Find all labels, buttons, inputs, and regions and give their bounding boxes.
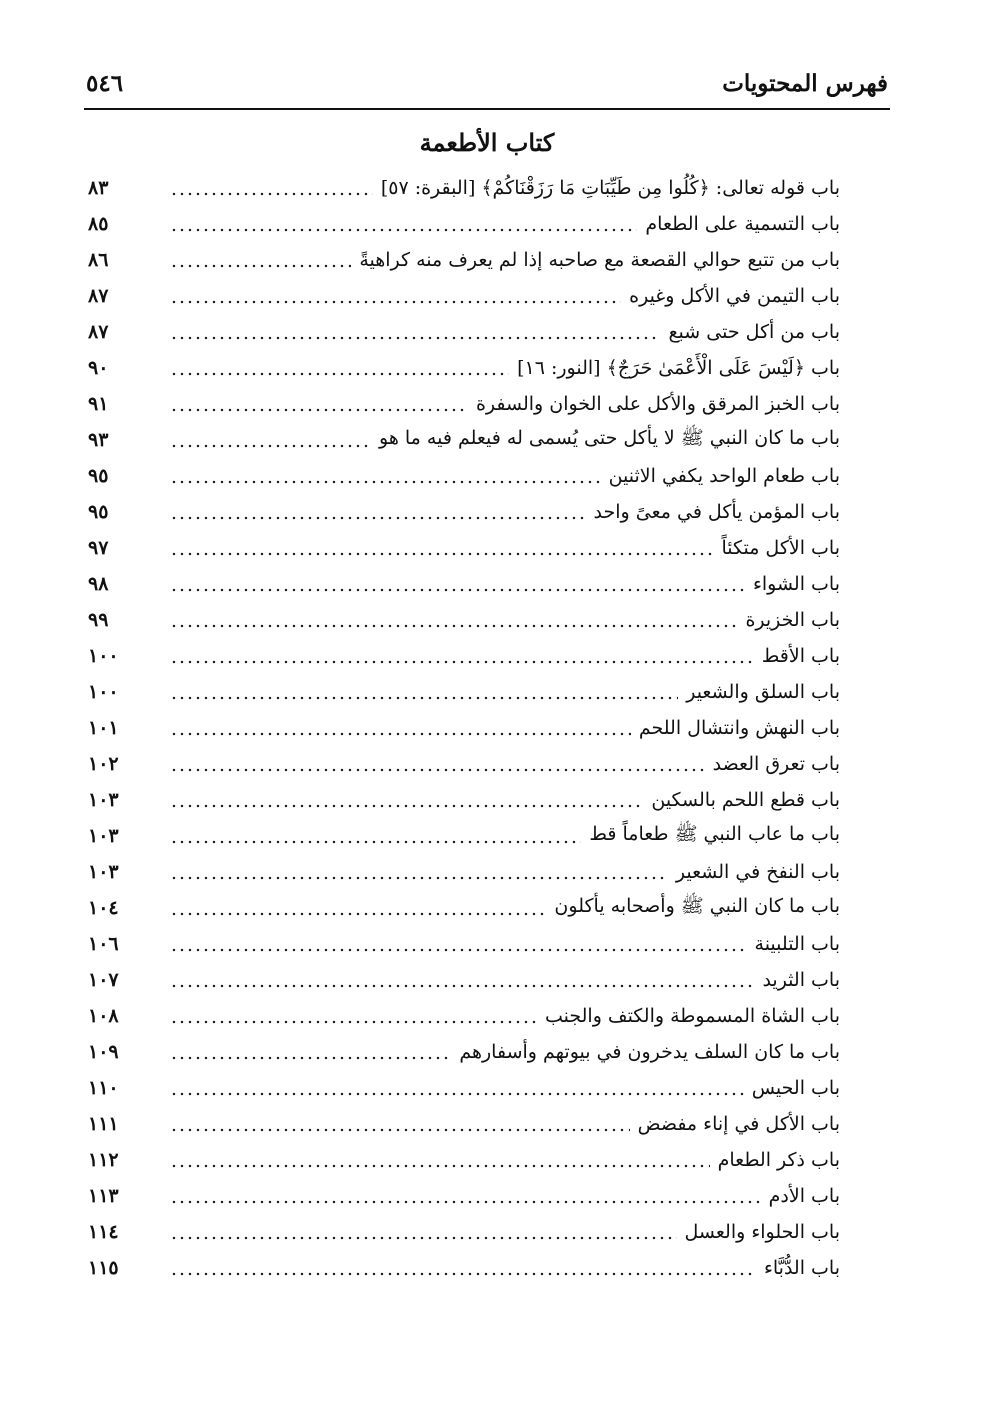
toc-entry: [88, 242, 840, 278]
dot-leader: [170, 1127, 630, 1133]
toc-entry-title: باب الحيس: [751, 1077, 840, 1099]
toc-entry: [88, 170, 840, 206]
toc-entry-title: باب السلق والشعير: [686, 681, 840, 703]
running-title: فهرس المحتويات: [722, 69, 888, 97]
toc-entry-page: ١٠٣: [88, 825, 119, 847]
toc-entry-title: باب الأقط: [761, 645, 840, 667]
toc-entry-page: ٩٥: [88, 501, 109, 523]
toc-entry-title: باب الخبز المرقق والأكل على الخوان والسفرة: [475, 393, 840, 415]
toc-entry: [88, 998, 840, 1034]
toc-entry: [88, 602, 840, 638]
dot-leader: [170, 407, 468, 413]
toc-entry-title: باب ما عاب النبي ﷺ طعاماً قط: [589, 823, 840, 845]
toc-entry-title: باب الأكل متكئاً: [721, 537, 840, 559]
toc-entry-title: باب ﴿لَيْسَ عَلَى الْأَعْمَىٰ حَرَجٌ﴾ [النور: ١٦]: [517, 357, 840, 379]
toc-entry-title: باب من تتبع حوالي القصعة مع صاحبه إذا لم يعرف منه كراهيةً: [359, 249, 840, 271]
toc-entry-title: باب الخزيرة: [745, 609, 840, 631]
toc-entry-page: ٨٦: [88, 249, 109, 271]
toc-entry-page: ٨٣: [88, 177, 109, 199]
toc-entry-title: باب قوله تعالى: ﴿كُلُوا مِن طَيِّبَاتِ مَا رَزَقْنَاكُمْ﴾ [البقرة: ٥٧]: [380, 177, 840, 199]
dot-leader: [170, 227, 637, 233]
toc-entry: [88, 530, 840, 566]
toc-entry-page: ١٠٩: [88, 1041, 119, 1063]
dot-leader: [170, 587, 745, 593]
dot-leader: [170, 1235, 677, 1241]
dot-leader: [170, 875, 668, 881]
toc-entry-page: ١٠٠: [88, 681, 119, 703]
toc-entry: [88, 782, 840, 818]
toc-entry-page: ١٠٦: [88, 933, 119, 955]
toc-entry-title: باب طعام الواحد يكفي الاثنين: [608, 465, 840, 487]
dot-leader: [170, 659, 754, 665]
dot-leader: [170, 623, 737, 629]
toc-entry: [88, 1142, 840, 1178]
toc-entry: [88, 962, 840, 998]
toc-entry: [88, 314, 840, 350]
dot-leader: [170, 1055, 451, 1061]
toc-entry: [88, 926, 840, 962]
toc-entry-title: باب الشاة المسموطة والكتف والجنب: [544, 1005, 840, 1027]
toc-entry: [88, 206, 840, 242]
toc-entry: [88, 1070, 840, 1106]
toc-entry-title: باب المؤمن يأكل في معىً واحد: [593, 501, 840, 523]
toc-entry-page: ٩٩: [88, 609, 109, 631]
toc-entry-page: ١٠٨: [88, 1005, 119, 1027]
header-divider: [84, 108, 890, 110]
toc-entry-page: ٨٧: [88, 285, 109, 307]
toc-entry: [88, 1178, 840, 1214]
toc-entry-page: ١٠٣: [88, 861, 119, 883]
toc-entry: [88, 1034, 840, 1070]
dot-leader: [170, 803, 643, 809]
toc-entry: [88, 818, 840, 854]
toc-entry-page: ٩١: [88, 393, 109, 415]
toc-entry-page: ١٠٣: [88, 789, 119, 811]
toc-entry-page: ٩٨: [88, 573, 109, 595]
toc-entry-page: ١٠٠: [88, 645, 119, 667]
toc-entry-title: باب الحلواء والعسل: [684, 1221, 840, 1243]
toc-entry-page: ٩٠: [88, 357, 109, 379]
dot-leader: [170, 263, 351, 269]
dot-leader: [170, 479, 601, 485]
toc-entry-title: باب ما كان النبي ﷺ لا يأكل حتى يُسمى له فيعلم فيه ما هو: [379, 427, 840, 449]
toc-entry-page: ١١٠: [88, 1077, 119, 1099]
dot-leader: [170, 515, 586, 521]
toc-entry: [88, 746, 840, 782]
dot-leader: [170, 731, 631, 737]
toc-entry-page: ٨٧: [88, 321, 109, 343]
toc-entry-title: باب ما كان النبي ﷺ وأصحابه يأكلون: [554, 895, 840, 917]
page-header: [86, 62, 888, 104]
toc-entry-page: ٩٥: [88, 465, 109, 487]
dot-leader: [170, 1019, 537, 1025]
dot-leader: [170, 335, 660, 341]
toc-entry: [88, 1214, 840, 1250]
toc-entry-page: ١١٥: [88, 1257, 119, 1279]
toc-entry: [88, 890, 840, 926]
dot-leader: [170, 695, 678, 701]
toc-entry: [88, 1106, 840, 1142]
toc-entry-page: ١١٢: [88, 1149, 119, 1171]
dot-leader: [170, 839, 581, 845]
toc-entry: [88, 1250, 840, 1286]
toc-entry: [88, 278, 840, 314]
toc-entry-title: باب ذكر الطعام: [717, 1149, 840, 1171]
toc-entry-page: ١٠٤: [88, 897, 119, 919]
toc-entry-title: باب الثريد: [762, 969, 840, 991]
toc-entry: [88, 566, 840, 602]
toc-entry: [88, 710, 840, 746]
toc-entry-page: ١١٣: [88, 1185, 119, 1207]
toc-entry-title: باب الشواء: [752, 573, 840, 595]
toc-entry-title: باب من أكل حتى شبع: [668, 321, 840, 343]
toc-entry-title: باب ما كان السلف يدخرون في بيوتهم وأسفارهم: [459, 1041, 840, 1063]
toc-entry: [88, 494, 840, 530]
dot-leader: [170, 551, 713, 557]
dot-leader: [170, 1271, 756, 1277]
dot-leader: [170, 371, 509, 377]
toc-entry: [88, 386, 840, 422]
toc-entry-title: باب الأدم: [768, 1185, 840, 1207]
toc-entry-title: باب النفخ في الشعير: [675, 861, 840, 883]
dot-leader: [170, 1199, 761, 1205]
toc-entry: [88, 854, 840, 890]
dot-leader: [170, 911, 546, 917]
dot-leader: [170, 947, 747, 953]
dot-leader: [170, 767, 705, 773]
toc-entry-page: ١٠٧: [88, 969, 119, 991]
toc-entry-page: ١٠١: [88, 717, 119, 739]
toc-entry-page: ٩٣: [88, 429, 109, 451]
toc-entry: [88, 422, 840, 458]
dot-leader: [170, 1091, 744, 1097]
toc-entry-title: باب التلبينة: [754, 933, 840, 955]
toc-entry: [88, 350, 840, 386]
dot-leader: [170, 191, 373, 197]
toc-entry-page: ١٠٢: [88, 753, 119, 775]
toc-entry-title: باب الدُّبَّاء: [763, 1257, 840, 1279]
toc-entry-title: باب التسمية على الطعام: [645, 213, 840, 235]
dot-leader: [170, 1163, 710, 1169]
dot-leader: [170, 443, 371, 449]
dot-leader: [170, 983, 754, 989]
section-title: كتاب الأطعمة: [419, 128, 555, 157]
toc-entry-title: باب النهش وانتشال اللحم: [638, 717, 840, 739]
toc-entry-page: ١١١: [88, 1113, 119, 1135]
toc-entry: [88, 458, 840, 494]
table-of-contents: [88, 170, 840, 1286]
dot-leader: [170, 299, 621, 305]
toc-entry-title: باب التيمن في الأكل وغيره: [629, 285, 840, 307]
toc-entry-page: ١١٤: [88, 1221, 119, 1243]
toc-entry: [88, 638, 840, 674]
page-number: ٥٤٦: [86, 69, 124, 97]
toc-entry-page: ٩٧: [88, 537, 109, 559]
toc-entry-title: باب قطع اللحم بالسكين: [651, 789, 840, 811]
toc-entry-page: ٨٥: [88, 213, 109, 235]
toc-entry-title: باب تعرق العضد: [712, 753, 840, 775]
toc-entry: [88, 674, 840, 710]
toc-entry-title: باب الأكل في إناء مفضض: [637, 1113, 840, 1135]
